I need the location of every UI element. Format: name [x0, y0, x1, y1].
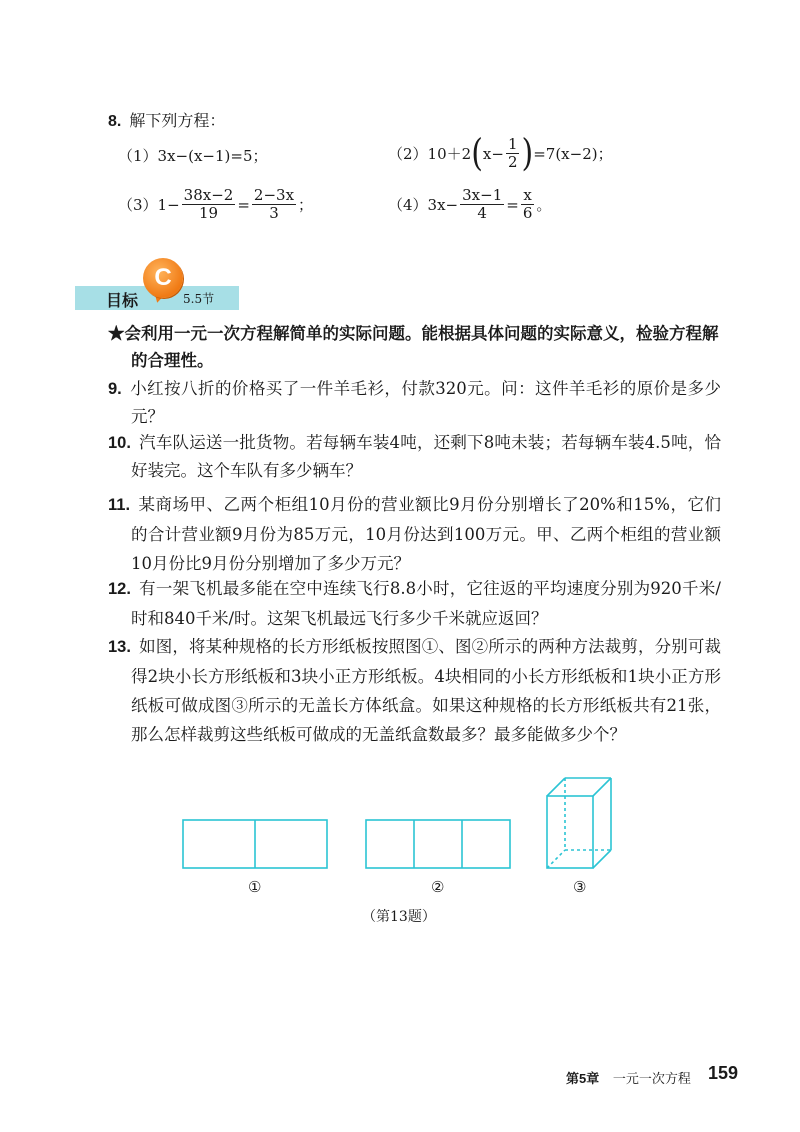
problem-number: 8. — [108, 113, 122, 130]
figure-1-label: ① — [248, 878, 262, 896]
equation-part: ； — [298, 196, 314, 214]
section-ref: 5.5节 — [183, 292, 215, 306]
problem-number: 10. — [108, 434, 131, 452]
figure-2-label: ② — [431, 878, 445, 896]
problem-text: 汽车队运送一批货物。若每辆车装4吨，还剩下8吨未装；若每辆车装4.5吨，恰好装完。这个车队有多少辆车？ — [131, 433, 721, 480]
numerator: x — [523, 186, 532, 204]
numerator: 3x−1 — [462, 186, 503, 204]
problem-text: 小红按八折的价格买了一件羊毛衫，付款320元。问：这件羊毛衫的原价是多少元？ — [129, 379, 721, 426]
denominator: 3 — [269, 204, 279, 222]
figure-1-board — [183, 820, 327, 868]
problem-number: 11. — [108, 496, 131, 514]
equation-label: （4） — [388, 196, 428, 214]
figure-3-box — [547, 778, 611, 868]
equation-part: 3x− — [427, 195, 459, 214]
problem-number: 13. — [108, 638, 131, 656]
equals-sign: = — [506, 195, 519, 214]
denominator: 6 — [522, 204, 533, 222]
level-badge: C — [143, 258, 183, 298]
equation-part: 1− — [157, 195, 180, 214]
equation-label: （2） — [388, 145, 428, 163]
left-paren: ( — [471, 131, 483, 175]
chapter-title: 一元一次方程 — [612, 1071, 691, 1086]
equation-part: 。 — [536, 196, 552, 214]
equation-text: 3x−(x−1)=5； — [157, 147, 268, 165]
equation-part: =7(x−2)； — [533, 145, 613, 163]
denominator: 4 — [477, 204, 487, 222]
figure-caption: （第13题） — [362, 909, 436, 925]
equation-label: （3） — [118, 196, 158, 214]
equals-sign: = — [237, 195, 250, 214]
chapter-label: 第5章 — [566, 1071, 600, 1086]
equation-part: x− — [482, 144, 504, 163]
denominator: 19 — [198, 204, 219, 222]
objective-text: ★会利用一元一次方程解简单的实际问题。能根据具体问题的实际意义，检验方程解的合理性。 — [108, 325, 719, 370]
problem-text: 某商场甲、乙两个柜组10月份的营业额比9月份分别增长了20%和15%，它们的合计营业额9月份为85万元，10月份达到100万元。甲、乙两个柜组的营业额10月份比9月份分别增加了多少万元？ — [131, 495, 721, 573]
page-footer — [566, 1068, 691, 1087]
denominator: 2 — [507, 153, 518, 171]
problem-number: 12. — [108, 580, 131, 598]
problem-number: 9. — [108, 380, 122, 398]
problem-text: 有一架飞机最多能在空中连续飞行8.8小时，它往返的平均速度分别为920千米/时和840千米/时。这架飞机最远飞行多少千米就应返回？ — [131, 579, 721, 628]
figure-2-board — [366, 820, 510, 868]
problem-text: 如图，将某种规格的长方形纸板按照图①、图②所示的两种方法裁剪，分别可裁得2块小长方形纸板和3块小正方形纸板。4块相同的小长方形纸板和1块小正方形纸板可做成图③所示的无盖长方体纸盒。如果这种规格的长方形纸板共有21张，那么怎样裁剪这些纸板可做成的无盖纸盒数最多？最多能做多少个？ — [131, 637, 721, 744]
numerator: 1 — [507, 135, 518, 153]
page-number: 159 — [708, 1063, 739, 1083]
figure-3-label: ③ — [573, 878, 587, 896]
equation-part: 10＋2 — [427, 145, 472, 163]
numerator: 38x−2 — [183, 186, 234, 204]
numerator: 2−3x — [253, 186, 295, 204]
right-paren: ) — [521, 131, 534, 175]
goal-label: 目标 — [106, 293, 139, 310]
problem-prompt: 解下列方程： — [129, 111, 226, 130]
equation-label: （1） — [118, 147, 158, 165]
